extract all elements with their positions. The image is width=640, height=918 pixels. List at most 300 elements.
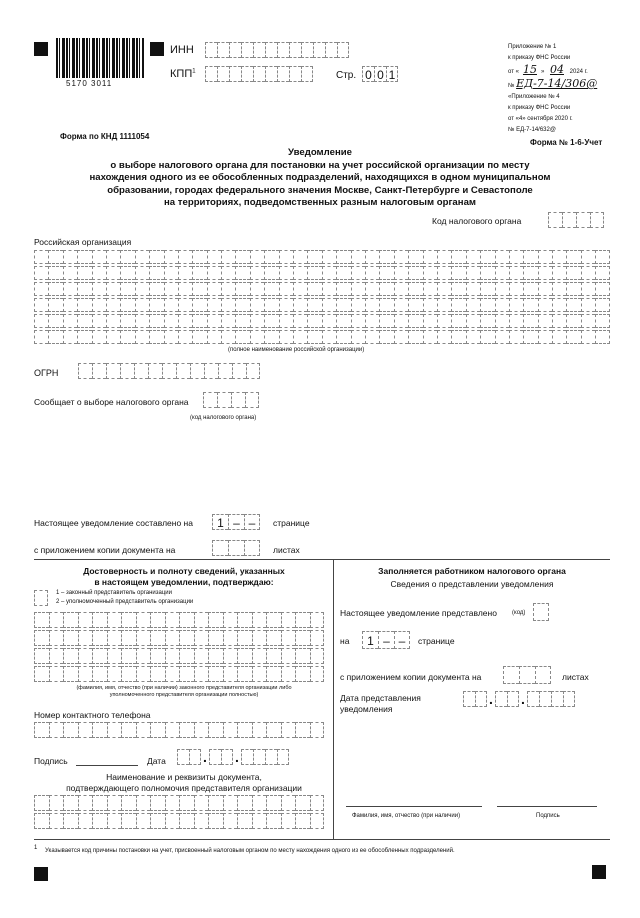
char-cell[interactable] (523, 250, 537, 264)
char-cell[interactable] (365, 314, 379, 328)
char-cell[interactable] (250, 330, 264, 344)
kpp-field[interactable] (205, 66, 313, 82)
char-cell[interactable] (310, 630, 325, 646)
char-cell[interactable] (228, 540, 244, 556)
char-cell[interactable] (218, 363, 232, 379)
char-cell[interactable] (264, 298, 278, 312)
char-cell[interactable] (552, 298, 566, 312)
chosen-tax-code-field[interactable] (203, 392, 259, 408)
char-cell[interactable] (277, 749, 289, 765)
staff-copies-field[interactable] (503, 666, 551, 684)
char-cell[interactable] (49, 666, 64, 682)
char-cell[interactable] (136, 813, 151, 829)
char-cell[interactable] (495, 298, 509, 312)
char-cell[interactable] (121, 666, 136, 682)
char-cell[interactable] (207, 314, 221, 328)
char-cell[interactable] (48, 282, 62, 296)
char-cell[interactable] (149, 330, 163, 344)
char-cell[interactable] (134, 363, 148, 379)
char-cell[interactable] (150, 722, 165, 738)
char-cell[interactable] (49, 722, 64, 738)
char-cell[interactable] (527, 691, 539, 707)
char-cell[interactable] (552, 250, 566, 264)
char-cell[interactable] (63, 314, 77, 328)
char-cell[interactable] (336, 282, 350, 296)
char-cell[interactable] (92, 314, 106, 328)
char-cell[interactable] (192, 330, 206, 344)
char-cell[interactable] (34, 722, 49, 738)
char-cell[interactable] (63, 330, 77, 344)
char-cell[interactable] (221, 282, 235, 296)
char-cell[interactable] (106, 314, 120, 328)
char-cell[interactable] (480, 250, 494, 264)
char-cell[interactable] (178, 314, 192, 328)
char-cell[interactable] (212, 540, 228, 556)
cell-row[interactable] (34, 813, 324, 829)
char-cell[interactable] (595, 250, 609, 264)
char-cell[interactable] (121, 813, 136, 829)
char-cell[interactable] (48, 250, 62, 264)
char-cell[interactable] (121, 795, 136, 811)
char-cell[interactable] (149, 266, 163, 280)
tax-code-field[interactable] (548, 212, 604, 228)
char-cell[interactable] (63, 630, 78, 646)
char-cell[interactable] (562, 212, 576, 228)
char-cell[interactable] (106, 363, 120, 379)
char-cell[interactable] (223, 813, 238, 829)
char-cell[interactable] (136, 612, 151, 628)
char-cell[interactable] (34, 330, 48, 344)
char-cell[interactable] (179, 612, 194, 628)
char-cell[interactable] (307, 330, 321, 344)
char-cell[interactable] (120, 266, 134, 280)
char-cell[interactable] (495, 314, 509, 328)
char-cell[interactable] (351, 298, 365, 312)
year-cells[interactable] (527, 691, 575, 707)
char-cell[interactable] (92, 282, 106, 296)
cell-row[interactable] (34, 630, 324, 646)
char-cell[interactable] (365, 282, 379, 296)
cell-row[interactable] (34, 330, 610, 344)
char-cell[interactable] (590, 212, 604, 228)
char-cell[interactable] (480, 282, 494, 296)
cell-row[interactable] (34, 795, 324, 811)
char-cell[interactable] (451, 298, 465, 312)
char-cell[interactable] (423, 266, 437, 280)
char-cell[interactable] (194, 630, 209, 646)
char-cell[interactable] (279, 298, 293, 312)
char-cell[interactable] (77, 330, 91, 344)
char-cell[interactable] (246, 363, 260, 379)
char-cell[interactable] (264, 266, 278, 280)
char-cell[interactable] (281, 612, 296, 628)
char-cell[interactable] (463, 691, 475, 707)
char-cell[interactable] (548, 212, 562, 228)
char-cell[interactable] (466, 282, 480, 296)
char-cell[interactable] (135, 250, 149, 264)
char-cell[interactable] (266, 813, 281, 829)
char-cell[interactable] (408, 314, 422, 328)
char-cell[interactable] (208, 648, 223, 664)
char-cell[interactable] (77, 298, 91, 312)
char-cell[interactable] (310, 795, 325, 811)
char-cell[interactable] (164, 298, 178, 312)
cell-row[interactable] (34, 666, 324, 682)
char-cell[interactable] (136, 795, 151, 811)
char-cell[interactable] (519, 666, 535, 684)
char-cell[interactable] (322, 330, 336, 344)
char-cell[interactable] (301, 42, 313, 58)
char-cell[interactable] (150, 612, 165, 628)
char-cell[interactable] (322, 266, 336, 280)
char-cell[interactable] (235, 282, 249, 296)
char-cell[interactable] (279, 266, 293, 280)
month-cells[interactable] (495, 691, 519, 707)
char-cell[interactable] (179, 795, 194, 811)
char-cell[interactable] (223, 612, 238, 628)
char-cell[interactable] (221, 749, 233, 765)
char-cell[interactable] (250, 282, 264, 296)
char-cell[interactable] (190, 363, 204, 379)
char-cell[interactable] (253, 66, 265, 82)
char-cell[interactable] (135, 314, 149, 328)
char-cell[interactable] (34, 282, 48, 296)
char-cell[interactable] (106, 298, 120, 312)
char-cell[interactable] (49, 612, 64, 628)
char-cell[interactable] (136, 630, 151, 646)
char-cell[interactable] (250, 266, 264, 280)
char-cell[interactable] (235, 314, 249, 328)
char-cell[interactable] (77, 314, 91, 328)
char-cell[interactable] (552, 314, 566, 328)
char-cell[interactable] (451, 266, 465, 280)
char-cell[interactable] (307, 298, 321, 312)
char-cell[interactable] (281, 722, 296, 738)
char-cell[interactable] (217, 392, 231, 408)
char-cell[interactable] (207, 330, 221, 344)
char-cell[interactable] (63, 612, 78, 628)
char-cell[interactable] (281, 666, 296, 682)
char-cell[interactable] (507, 691, 519, 707)
char-cell[interactable] (120, 282, 134, 296)
char-cell[interactable] (209, 749, 221, 765)
char-cell[interactable] (194, 666, 209, 682)
char-cell[interactable] (178, 298, 192, 312)
char-cell[interactable] (92, 648, 107, 664)
char-cell[interactable] (149, 314, 163, 328)
char-cell[interactable] (217, 42, 229, 58)
char-cell[interactable] (121, 722, 136, 738)
char-cell[interactable] (266, 612, 281, 628)
char-cell[interactable] (307, 250, 321, 264)
char-cell[interactable] (466, 314, 480, 328)
char-cell[interactable]: 0 (362, 66, 374, 82)
char-cell[interactable] (423, 298, 437, 312)
char-cell[interactable] (63, 722, 78, 738)
char-cell[interactable] (63, 648, 78, 664)
char-cell[interactable] (313, 42, 325, 58)
char-cell[interactable]: 1 (212, 514, 228, 530)
char-cell[interactable] (423, 282, 437, 296)
char-cell[interactable] (235, 298, 249, 312)
char-cell[interactable] (437, 282, 451, 296)
char-cell[interactable] (237, 813, 252, 829)
char-cell[interactable] (165, 648, 180, 664)
char-cell[interactable] (295, 666, 310, 682)
char-cell[interactable] (149, 298, 163, 312)
char-cell[interactable] (295, 795, 310, 811)
char-cell[interactable] (48, 266, 62, 280)
char-cell[interactable] (229, 42, 241, 58)
char-cell[interactable] (466, 266, 480, 280)
char-cell[interactable] (77, 266, 91, 280)
char-cell[interactable] (165, 813, 180, 829)
char-cell[interactable] (78, 648, 93, 664)
char-cell[interactable] (423, 330, 437, 344)
char-cell[interactable] (121, 612, 136, 628)
char-cell[interactable] (265, 42, 277, 58)
char-cell[interactable] (310, 722, 325, 738)
char-cell[interactable] (189, 749, 201, 765)
char-cell[interactable] (451, 330, 465, 344)
char-cell[interactable] (289, 42, 301, 58)
char-cell[interactable] (208, 813, 223, 829)
char-cell[interactable] (264, 330, 278, 344)
char-cell[interactable] (237, 722, 252, 738)
char-cell[interactable] (423, 250, 437, 264)
char-cell[interactable] (509, 298, 523, 312)
char-cell[interactable] (150, 813, 165, 829)
char-cell[interactable] (480, 266, 494, 280)
char-cell[interactable] (192, 282, 206, 296)
char-cell[interactable] (194, 648, 209, 664)
char-cell[interactable] (179, 722, 194, 738)
char-cell[interactable] (107, 813, 122, 829)
char-cell[interactable] (379, 282, 393, 296)
char-cell[interactable] (164, 282, 178, 296)
char-cell[interactable] (394, 314, 408, 328)
char-cell[interactable] (148, 363, 162, 379)
char-cell[interactable] (204, 363, 218, 379)
char-cell[interactable] (595, 298, 609, 312)
char-cell[interactable] (563, 691, 575, 707)
char-cell[interactable] (179, 813, 194, 829)
char-cell[interactable] (223, 722, 238, 738)
staff-fio-line[interactable] (346, 806, 482, 807)
staff-signature-line[interactable] (497, 806, 597, 807)
char-cell[interactable] (135, 266, 149, 280)
char-cell[interactable]: – (394, 631, 410, 649)
char-cell[interactable] (207, 266, 221, 280)
cell-row[interactable] (34, 612, 324, 628)
char-cell[interactable] (34, 795, 49, 811)
char-cell[interactable] (136, 666, 151, 682)
char-cell[interactable] (495, 691, 507, 707)
char-cell[interactable] (120, 314, 134, 328)
char-cell[interactable] (423, 314, 437, 328)
inn-field[interactable] (205, 42, 349, 58)
char-cell[interactable] (265, 66, 277, 82)
char-cell[interactable] (295, 648, 310, 664)
char-cell[interactable] (408, 266, 422, 280)
char-cell[interactable] (336, 250, 350, 264)
char-cell[interactable] (480, 314, 494, 328)
char-cell[interactable] (92, 612, 107, 628)
char-cell[interactable] (293, 330, 307, 344)
char-cell[interactable] (165, 795, 180, 811)
char-cell[interactable] (277, 66, 289, 82)
char-cell[interactable] (63, 795, 78, 811)
char-cell[interactable] (495, 250, 509, 264)
char-cell[interactable] (208, 630, 223, 646)
char-cell[interactable] (365, 330, 379, 344)
char-cell[interactable] (336, 330, 350, 344)
char-cell[interactable] (310, 612, 325, 628)
char-cell[interactable] (78, 363, 92, 379)
char-cell[interactable] (451, 314, 465, 328)
char-cell[interactable] (179, 630, 194, 646)
char-cell[interactable] (92, 722, 107, 738)
char-cell[interactable] (408, 330, 422, 344)
char-cell[interactable] (34, 314, 48, 328)
char-cell[interactable] (281, 630, 296, 646)
char-cell[interactable] (78, 813, 93, 829)
char-cell[interactable] (149, 250, 163, 264)
char-cell[interactable] (523, 282, 537, 296)
char-cell[interactable] (235, 330, 249, 344)
char-cell[interactable] (552, 330, 566, 344)
presentation-method-field[interactable] (533, 603, 549, 621)
char-cell[interactable] (205, 66, 217, 82)
char-cell[interactable] (480, 330, 494, 344)
representative-type-field[interactable] (34, 590, 48, 606)
char-cell[interactable] (34, 630, 49, 646)
char-cell[interactable] (162, 363, 176, 379)
char-cell[interactable] (351, 266, 365, 280)
char-cell[interactable] (192, 314, 206, 328)
char-cell[interactable] (164, 314, 178, 328)
char-cell[interactable] (475, 691, 487, 707)
char-cell[interactable] (535, 666, 551, 684)
char-cell[interactable] (208, 795, 223, 811)
char-cell[interactable] (523, 266, 537, 280)
char-cell[interactable] (49, 813, 64, 829)
char-cell[interactable] (310, 648, 325, 664)
copies-count-field[interactable] (212, 540, 260, 556)
char-cell[interactable] (245, 392, 259, 408)
char-cell[interactable] (203, 392, 217, 408)
char-cell[interactable] (107, 795, 122, 811)
char-cell[interactable] (120, 363, 134, 379)
char-cell[interactable]: – (228, 514, 244, 530)
char-cell[interactable] (92, 266, 106, 280)
char-cell[interactable] (351, 250, 365, 264)
char-cell[interactable] (34, 250, 48, 264)
char-cell[interactable] (279, 314, 293, 328)
char-cell[interactable] (241, 66, 253, 82)
char-cell[interactable] (322, 298, 336, 312)
char-cell[interactable] (337, 42, 349, 58)
char-cell[interactable] (92, 298, 106, 312)
char-cell[interactable] (310, 813, 325, 829)
char-cell[interactable] (322, 250, 336, 264)
char-cell[interactable] (437, 250, 451, 264)
char-cell[interactable] (221, 330, 235, 344)
char-cell[interactable] (538, 282, 552, 296)
cell-row[interactable] (34, 282, 610, 296)
char-cell[interactable] (34, 666, 49, 682)
cell-row[interactable] (34, 722, 324, 738)
char-cell[interactable] (266, 666, 281, 682)
char-cell[interactable] (235, 250, 249, 264)
char-cell[interactable] (63, 250, 77, 264)
char-cell[interactable] (92, 666, 107, 682)
char-cell[interactable] (322, 282, 336, 296)
char-cell[interactable] (207, 250, 221, 264)
char-cell[interactable] (192, 266, 206, 280)
char-cell[interactable] (408, 298, 422, 312)
cell-row[interactable] (34, 298, 610, 312)
char-cell[interactable] (48, 314, 62, 328)
char-cell[interactable] (281, 813, 296, 829)
char-cell[interactable] (150, 630, 165, 646)
char-cell[interactable] (92, 330, 106, 344)
char-cell[interactable] (120, 250, 134, 264)
char-cell[interactable] (379, 314, 393, 328)
char-cell[interactable] (295, 612, 310, 628)
cell-row[interactable] (34, 266, 610, 280)
char-cell[interactable] (63, 666, 78, 682)
char-cell[interactable] (221, 314, 235, 328)
char-cell[interactable] (394, 330, 408, 344)
char-cell[interactable] (106, 250, 120, 264)
day-cells[interactable] (177, 749, 201, 765)
char-cell[interactable] (451, 282, 465, 296)
char-cell[interactable] (451, 250, 465, 264)
char-cell[interactable] (34, 813, 49, 829)
char-cell[interactable] (237, 666, 252, 682)
char-cell[interactable]: 1 (362, 631, 378, 649)
char-cell[interactable] (34, 648, 49, 664)
char-cell[interactable] (295, 630, 310, 646)
char-cell[interactable] (394, 298, 408, 312)
char-cell[interactable] (165, 666, 180, 682)
char-cell[interactable] (165, 722, 180, 738)
char-cell[interactable] (523, 298, 537, 312)
char-cell[interactable] (437, 314, 451, 328)
char-cell[interactable] (63, 813, 78, 829)
char-cell[interactable] (523, 314, 537, 328)
char-cell[interactable] (92, 630, 107, 646)
char-cell[interactable] (107, 722, 122, 738)
char-cell[interactable] (237, 612, 252, 628)
char-cell[interactable] (223, 630, 238, 646)
char-cell[interactable] (205, 42, 217, 58)
char-cell[interactable] (207, 282, 221, 296)
char-cell[interactable] (121, 648, 136, 664)
char-cell[interactable] (336, 266, 350, 280)
char-cell[interactable] (293, 298, 307, 312)
char-cell[interactable] (325, 42, 337, 58)
char-cell[interactable] (165, 612, 180, 628)
char-cell[interactable] (576, 212, 590, 228)
char-cell[interactable] (264, 282, 278, 296)
char-cell[interactable] (279, 282, 293, 296)
char-cell[interactable] (92, 795, 107, 811)
char-cell[interactable] (77, 282, 91, 296)
char-cell[interactable] (581, 298, 595, 312)
char-cell[interactable] (336, 298, 350, 312)
